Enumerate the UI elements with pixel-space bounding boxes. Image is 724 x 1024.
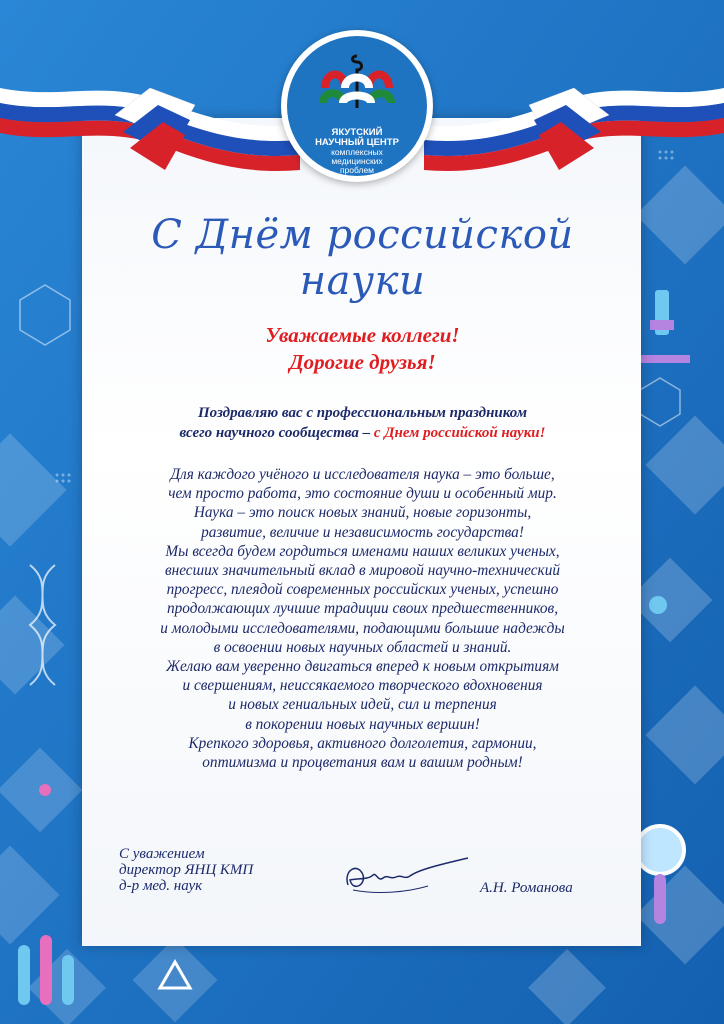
body-line: Для каждого учёного и исследователя наука – это больше, [170, 466, 555, 483]
body-line: и новых гениальных идей, сил и терпения [228, 696, 497, 714]
congratulation-intro [90, 403, 635, 443]
logo-emblem-icon [317, 48, 397, 123]
body-line: чем просто работа, это состояние души и особенный мир. [168, 485, 557, 503]
body-line: в освоении новых научных областей и знаний. [213, 638, 512, 656]
greeting [90, 322, 635, 376]
letter-body [96, 465, 629, 772]
sign-line-3: д-р мед. наук [119, 878, 203, 894]
greeting-line-1: Уважаемые коллеги! [265, 323, 460, 347]
logo-line-2: НАУЧНЫЙ ЦЕНТР [315, 137, 399, 148]
body-line: Крепкого здоровья, активного долголетия, гармонии, [188, 734, 537, 752]
congrats-line-2-highlight: с Днем российской науки! [373, 425, 546, 441]
body-line: оптимизма и процветания вам и вашим родным! [202, 754, 523, 772]
congrats-line-2 [90, 423, 635, 443]
signer-name: А.Н. Романова [480, 880, 573, 896]
sign-line-2: директор ЯНЦ КМП [119, 862, 254, 878]
body-line: продолжающих лучшие традиции своих предшественников, [166, 600, 559, 618]
institution-logo [281, 30, 433, 182]
body-line: прогресс, плеядой современных российских ученых, успешно [166, 581, 559, 599]
body-line: развитие, величие и независимость государства! [201, 523, 524, 541]
logo-text [287, 128, 427, 175]
congrats-line-2-start: всего научного сообщества – [179, 425, 374, 441]
logo-circle [287, 36, 427, 176]
logo-line-4: медицинских [331, 156, 383, 166]
logo-line-5: проблем [339, 165, 375, 175]
body-line: и молодыми исследователями, подающими большие надежды [160, 619, 565, 637]
body-line: Наука – это поиск новых знаний, новые горизонты, [193, 504, 532, 522]
body-line: Мы всегда будем гордиться именами наших великих ученых, [165, 542, 560, 560]
sign-line-1: С уважением [119, 846, 205, 862]
congrats-line-1: Поздравляю вас с профессиональным праздником [198, 405, 527, 421]
page-title: С Днём российской науки [151, 212, 574, 304]
body-line: в покорении новых научных вершин! [245, 715, 480, 733]
body-line: Желаю вам уверенно двигаться вперед к новым открытиям [166, 658, 559, 676]
logo-line-3: комплексных [331, 147, 383, 157]
body-line: и свершениям, неиссякаемого творческого вдохновения [182, 677, 543, 695]
body-line: внесших значительный вклад в мировой научно-технический [164, 562, 560, 580]
handwritten-signature [338, 850, 478, 900]
greeting-line-2: Дорогие друзья! [289, 350, 436, 374]
signature-block [119, 846, 253, 894]
logo-line-1: ЯКУТСКИЙ [331, 127, 383, 138]
